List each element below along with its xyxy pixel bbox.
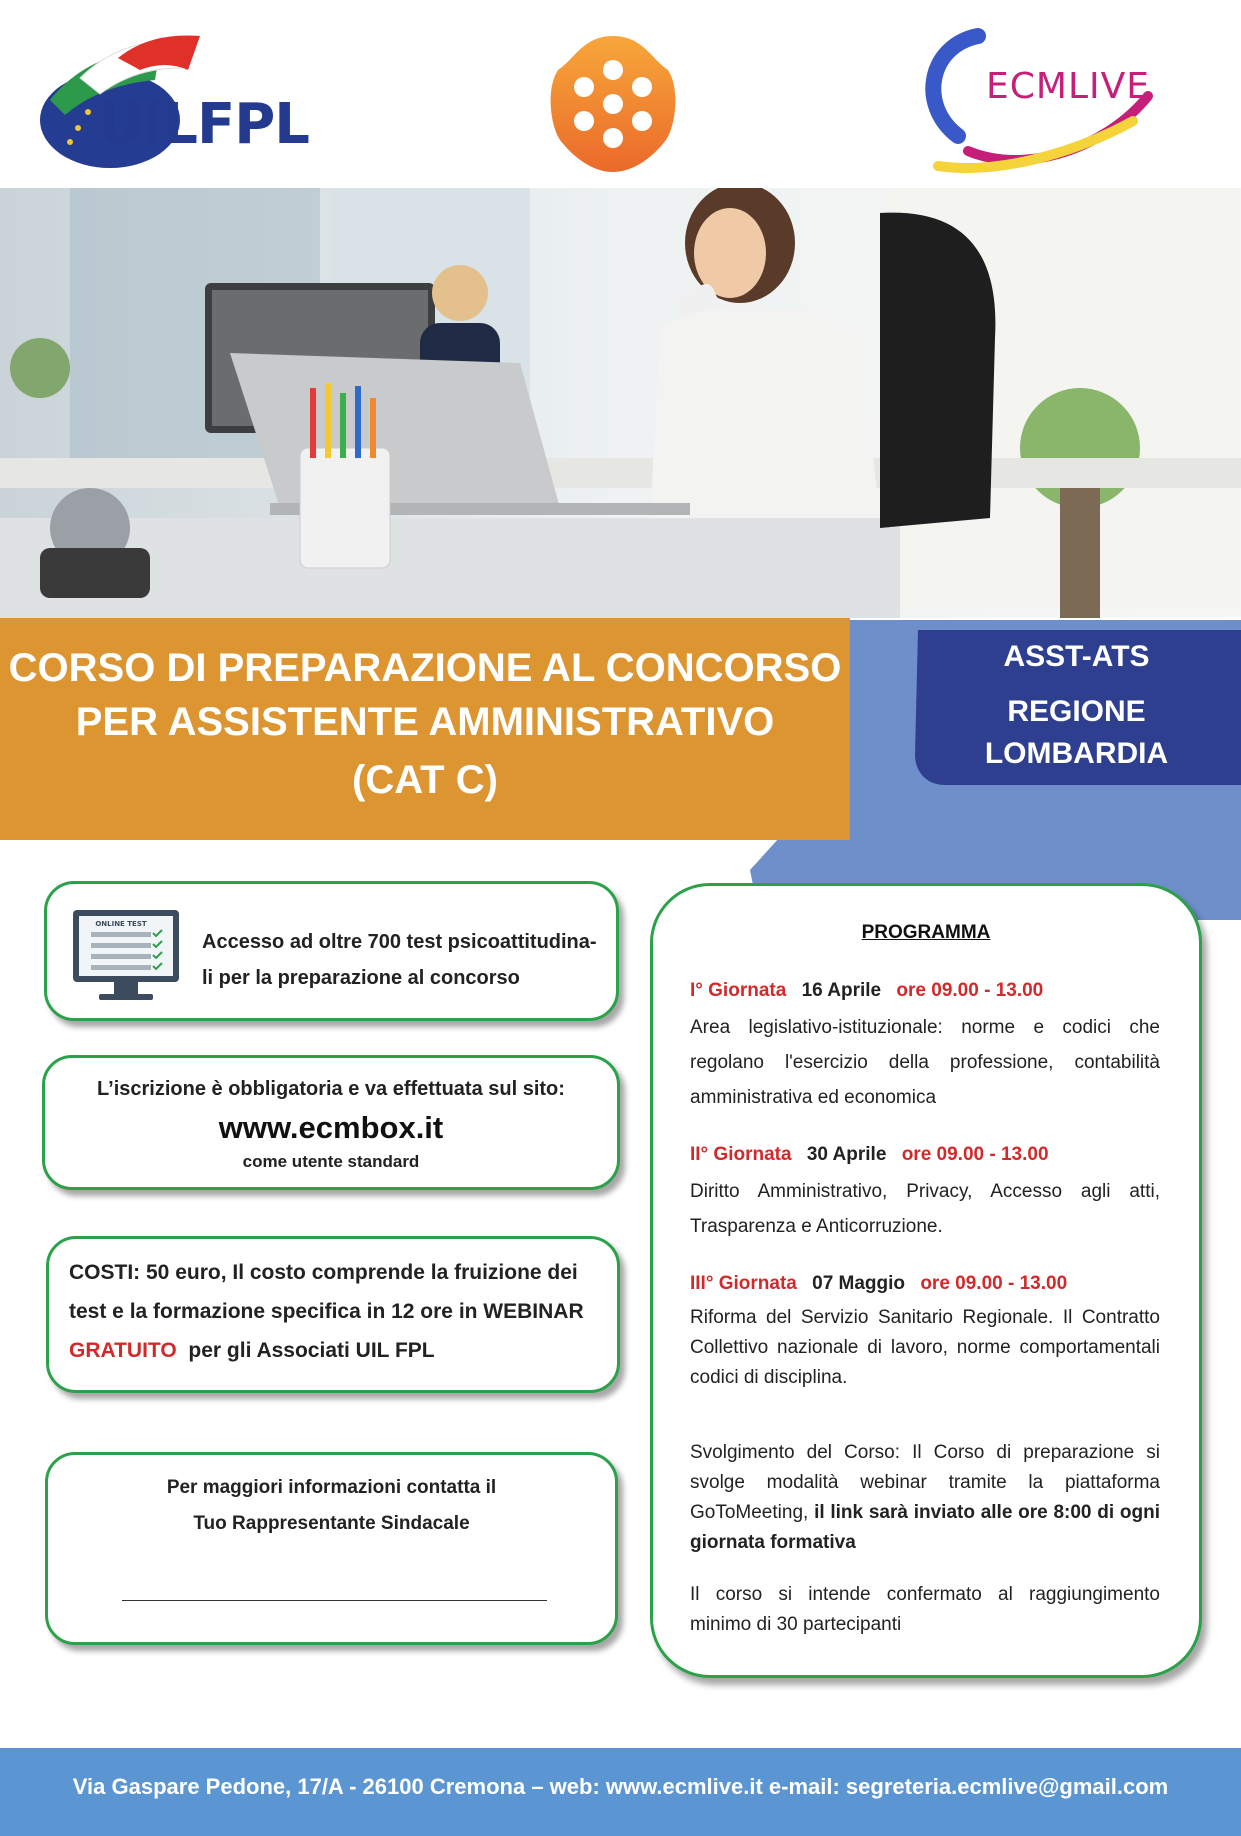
contact-info-line-1: Per maggiori informazioni contatta il <box>166 1477 497 1498</box>
day-2-description: Diritto Amministrativo, Privacy, Accesso agli atti, Trasparenza e Anticorruzione. <box>690 1181 1160 1237</box>
online-test-card <box>44 881 619 1021</box>
registration-user-type: come utente standard <box>242 1152 420 1171</box>
programme-delivery-info <box>690 1438 1160 1558</box>
day-2-time: ore 09.00 - 13.00 <box>901 1144 1049 1165</box>
programme-day-3 <box>690 1273 1160 1393</box>
online-test-screen-label: ONLINE TEST <box>95 920 147 928</box>
region-line-2: REGIONE <box>1007 695 1146 728</box>
representative-signature-line <box>122 1600 547 1601</box>
online-test-description <box>202 924 597 996</box>
day-1-description: Area legislativo-istituzionale: norme e codici che regolano l'esercizio della professione, contabilità amministrativa ed economica <box>690 1017 1160 1108</box>
day-2-label: II° Giornata <box>690 1144 792 1165</box>
registration-instructions: L’iscrizione è obbligatoria e va effettuata sul sito: <box>97 1078 565 1100</box>
region-line-3: LOMBARDIA <box>984 737 1169 770</box>
uilfpl-logo-text: UILFPL <box>98 92 309 157</box>
day-3-date: 07 Maggio <box>812 1273 906 1294</box>
course-title-line-2: PER ASSISTENTE AMMINISTRATIVO <box>75 700 775 744</box>
footer-bar <box>0 1748 1241 1836</box>
day-1-label: I° Giornata <box>690 980 787 1001</box>
ecmlive-logo-text: ECMLIVE <box>986 66 1150 107</box>
contact-info-line-2: Tuo Rappresentante Sindacale <box>193 1513 470 1534</box>
programme-panel <box>650 883 1202 1678</box>
online-test-line-1: Accesso ad oltre 700 test psicoattitudina- <box>202 931 597 953</box>
registration-url-link[interactable]: www.ecmbox.it <box>218 1110 444 1145</box>
day-1-heading <box>690 980 1160 1002</box>
contact-info-card <box>45 1452 618 1645</box>
programme-confirmation-note: Il corso si intende confermato al raggiungimento minimo di 30 partecipanti <box>690 1584 1160 1635</box>
office-photo <box>0 188 1241 618</box>
day-1-date: 16 Aprile <box>801 980 882 1001</box>
day-3-label: III° Giornata <box>690 1273 797 1294</box>
cost-description <box>69 1253 609 1370</box>
day-2-heading <box>690 1144 1160 1166</box>
free-badge: GRATUITO <box>69 1339 177 1362</box>
cost-line-3-rest: per gli Associati UIL FPL <box>188 1339 435 1362</box>
day-3-time: ore 09.00 - 13.00 <box>920 1273 1068 1294</box>
gotomeeting-logo <box>548 30 678 180</box>
gotomeeting-flower-icon <box>548 30 678 180</box>
course-title-banner <box>0 618 850 840</box>
cost-line-3 <box>69 1331 609 1370</box>
day-3-heading <box>690 1273 1160 1295</box>
day-3-description: Riforma del Servizio Sanitario Regionale. Il Contratto Collettivo nazionale di lavoro, norme comportamentali codici di disciplina. <box>690 1307 1160 1388</box>
cost-line-2: test e la formazione specifica in 12 ore in WEBINAR <box>69 1300 584 1323</box>
online-test-monitor-icon <box>69 906 184 1006</box>
delivery-intro: Svolgimento del Corso: Il Corso di preparazione si svolge modalità webinar tramite la piattaforma GoToMeeting, <box>690 1442 1160 1523</box>
office-scene-illustration <box>0 188 1241 618</box>
cost-card <box>46 1236 620 1393</box>
ecmlive-logo <box>918 26 1168 176</box>
footer-contact-text: Via Gaspare Pedone, 17/A - 26100 Cremona – web: www.ecmlive.it e-mail: segreteria.ecmlive@gmail.com <box>72 1774 1169 1799</box>
region-line-1: ASST-ATS <box>1003 640 1150 673</box>
day-1-time: ore 09.00 - 13.00 <box>896 980 1044 1001</box>
programme-day-1 <box>690 980 1160 1115</box>
course-title-line-3: (CAT C) <box>352 758 498 802</box>
online-test-line-2: li per la preparazione al concorso <box>202 967 520 989</box>
uilfpl-logo <box>40 30 309 180</box>
delivery-link-note: il link sarà inviato alle ore 8:00 di ogni giornata formativa <box>690 1502 1160 1553</box>
course-title-line-1: CORSO DI PREPARAZIONE AL CONCORSO <box>8 646 842 690</box>
cost-line-1: COSTI: 50 euro, Il costo comprende la fruizione dei <box>69 1261 578 1284</box>
registration-card <box>42 1055 620 1190</box>
programme-title: PROGRAMMA <box>861 922 991 943</box>
programme-day-2 <box>690 1144 1160 1244</box>
day-2-date: 30 Aprile <box>806 1144 887 1165</box>
